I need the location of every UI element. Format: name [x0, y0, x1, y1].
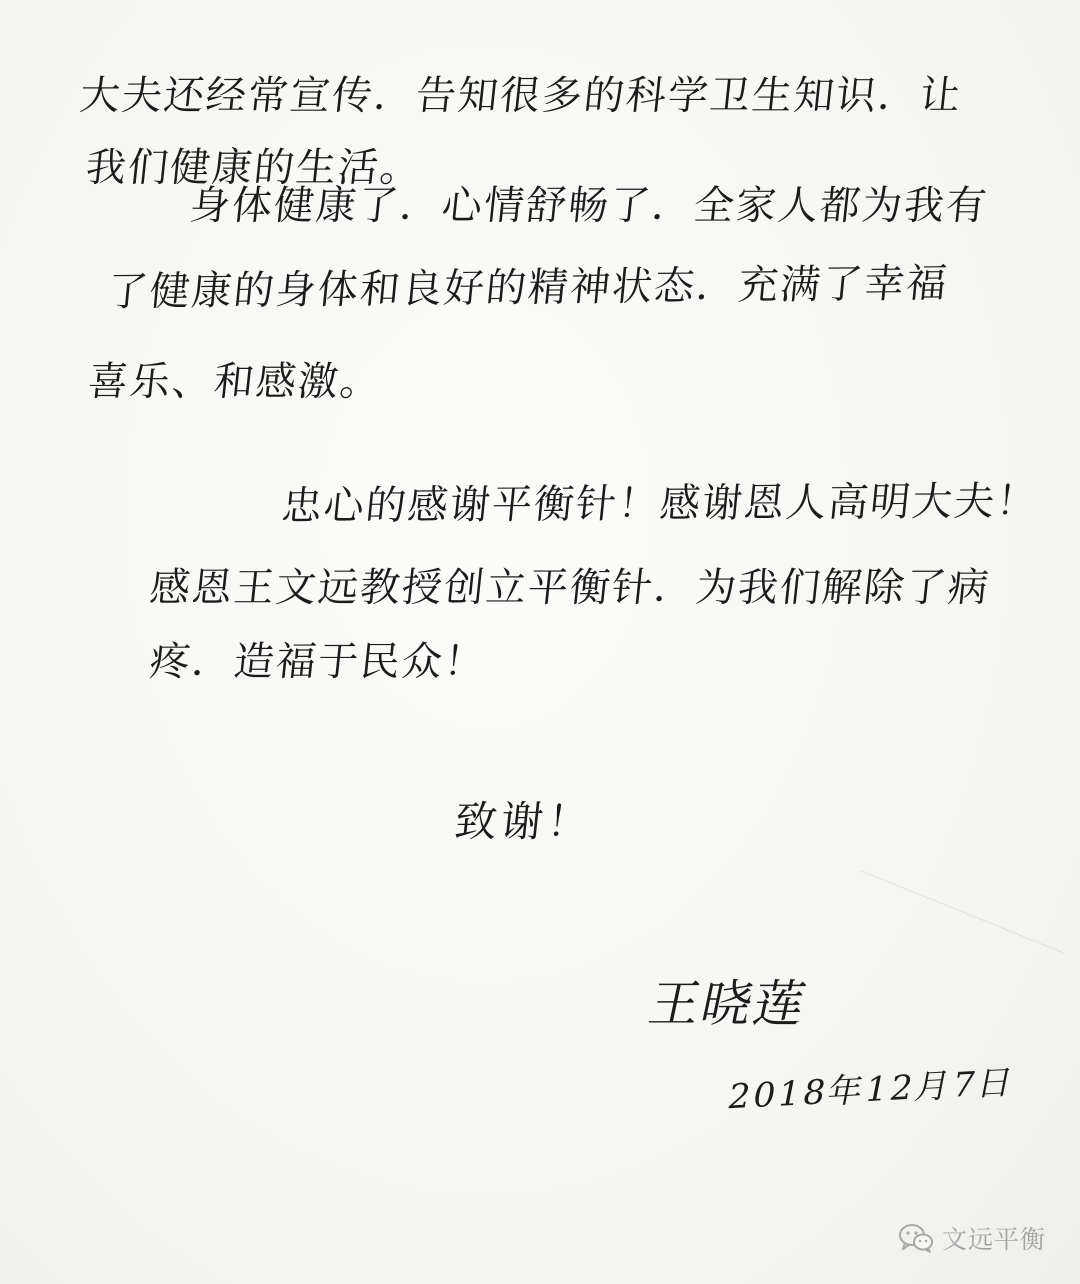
wechat-icon: [898, 1222, 934, 1254]
letter-line: 我们健康的生活。: [83, 145, 425, 191]
letter-line: 忠心的感谢平衡针！感谢恩人高明大夫！: [279, 478, 1041, 530]
watermark-text: 文远平衡: [942, 1225, 1047, 1254]
letter-closing: 致谢！: [452, 797, 596, 846]
letter-line: 疼．造福于民众！: [147, 639, 489, 685]
letter-line: 了健康的身体和良好的精神状态．充满了幸福: [105, 260, 951, 316]
watermark: [898, 1218, 1046, 1258]
letter-date: 2018年12月7日: [724, 1062, 1020, 1118]
letter-line: 大夫还经常宣传．告知很多的科学卫生知识．让: [77, 73, 965, 119]
letter-line: 身体健康了．心情舒畅了．全家人都为我有: [187, 183, 991, 229]
letter-line: 感恩王文远教授创立平衡针．为我们解除了病: [147, 565, 993, 611]
letter-line: 喜乐、和感激。: [85, 359, 385, 405]
signature: 王晓莲: [643, 975, 813, 1033]
paper-fold-line: [860, 870, 1064, 953]
